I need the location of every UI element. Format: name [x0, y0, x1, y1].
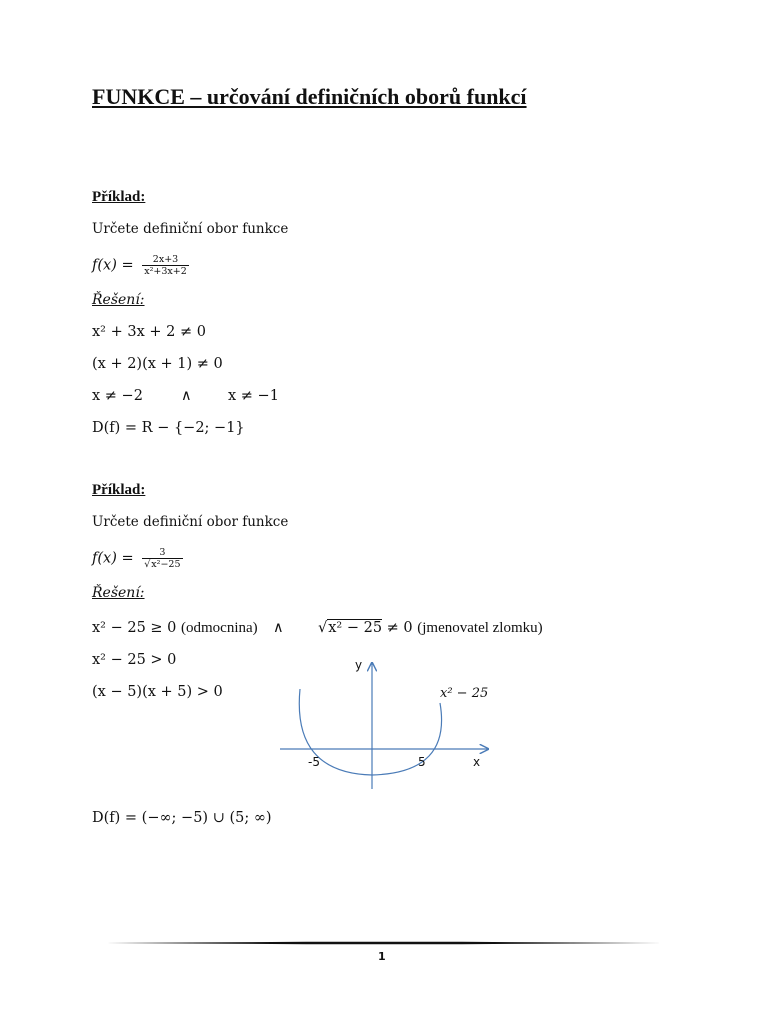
- example2-frac-num: 3: [142, 547, 182, 559]
- example1-frac-den: x²+3x+2: [144, 266, 187, 277]
- example2-and-symbol: ∧: [273, 620, 284, 636]
- example2-fraction: [142, 547, 182, 570]
- root-right-label: 5: [418, 755, 426, 769]
- example2-frac-den-radicand: x²−25: [151, 559, 181, 570]
- example2-frac-den: √x²−25: [144, 559, 181, 570]
- page-number: 1: [378, 950, 386, 963]
- example1-line-3a: x ≠ −2: [92, 388, 143, 404]
- example1-frac-num: 2x+3: [142, 254, 189, 266]
- example1-task: Určete definiční obor funkce: [92, 221, 289, 237]
- example1-fraction: [142, 254, 189, 277]
- example2-cond2-rest: ≠ 0: [382, 620, 413, 636]
- example2-line-3: (x − 5)(x + 5) > 0: [92, 684, 223, 700]
- example1-and-symbol: ∧: [181, 388, 192, 404]
- y-axis-label: y: [355, 658, 363, 672]
- example1-function: [92, 254, 189, 277]
- parabola-graph: [270, 655, 510, 795]
- example1-heading: Příklad:: [92, 189, 146, 205]
- example2-result: D(f) = (−∞; −5) ∪ (5; ∞): [92, 810, 272, 826]
- example2-cond1-note: (odmocnina): [181, 620, 258, 636]
- example1-line-1: x² + 3x + 2 ≠ 0: [92, 324, 206, 340]
- example2-cond1-expr: x² − 25 ≥ 0: [92, 620, 177, 636]
- page-title: FUNKCE – určování definičních oborů funkcí: [92, 84, 527, 109]
- example2-cond2-note: (jmenovatel zlomku): [417, 620, 543, 636]
- example1-result: D(f) = R − {−2; −1}: [92, 420, 245, 436]
- example2-solution-label: Řešení:: [92, 585, 145, 601]
- sqrt-symbol: √: [318, 620, 328, 636]
- example1-line-2: (x + 2)(x + 1) ≠ 0: [92, 356, 223, 372]
- example2-heading: Příklad:: [92, 482, 146, 498]
- example1-func-lhs: f(x) =: [92, 257, 139, 274]
- root-left-label: -5: [308, 755, 320, 769]
- example2-func-lhs: f(x) =: [92, 550, 139, 567]
- example2-cond2-radicand: x² − 25: [328, 620, 383, 636]
- example2-cond2: [318, 620, 543, 637]
- curve-label: x² − 25: [440, 686, 489, 701]
- example2-function: [92, 547, 183, 570]
- example2-line-2: x² − 25 > 0: [92, 652, 177, 668]
- example1-solution-label: Řešení:: [92, 292, 145, 308]
- x-axis-label: x: [473, 755, 481, 769]
- example2-task: Určete definiční obor funkce: [92, 514, 289, 530]
- footer-divider: [106, 941, 662, 945]
- example1-line-3b: x ≠ −1: [228, 388, 279, 404]
- example2-cond1: [92, 620, 258, 637]
